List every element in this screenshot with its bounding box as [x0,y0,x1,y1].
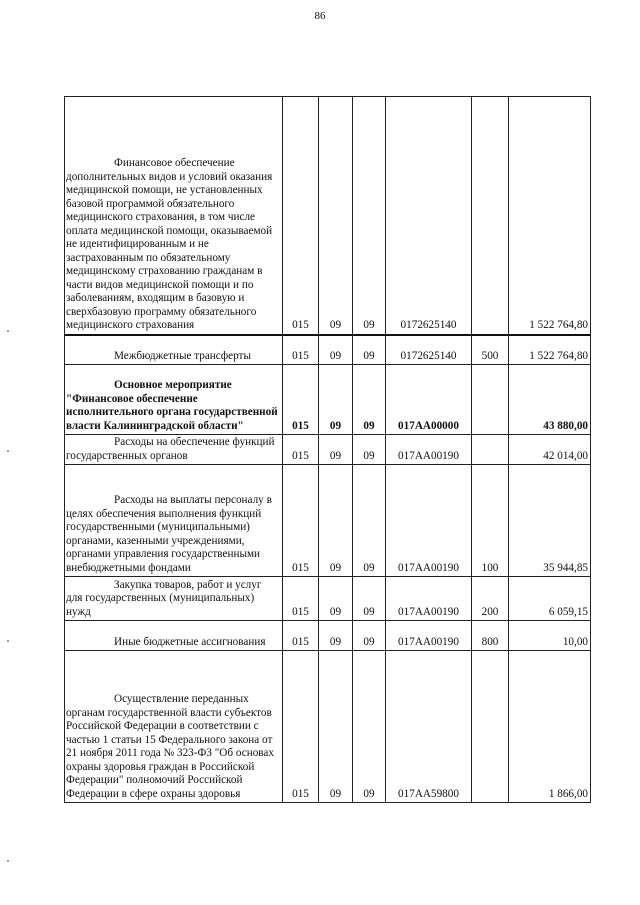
ministry-code-cell: 015 [283,335,319,365]
subsection-code-cell: 09 [353,97,386,335]
expense-type-cell [472,97,509,335]
item-name-cell: Основное мероприятие "Финансовое обеспечение исполнительного органа государственной власти Калининградской области" [65,365,283,435]
item-name-cell: Финансовое обеспечение дополнительных видов и условий оказания медицинской помощи, не установленных базовой программой обязательного медицинского страхования, в том числе оплата медицинской помощи, оказываемой не идентифицированным и не застрахованным по обязательному медицинскому страхованию гражданам в части видов медицинской помощи и по заболеваниям, входящим в базовую и сверхбазовую программу обязательного медицинского страхования [65,97,283,335]
amount-cell: 42 014,00 [509,435,591,465]
item-name-cell: Расходы на выплаты персоналу в целях обеспечения выполнения функций государственными (муниципальными) органами, казенными учреждениями, органами управления государственными внебюджетными фондами [65,465,283,577]
section-code-cell: 09 [319,577,353,621]
item-name-cell: Иные бюджетные ассигнования [65,621,283,651]
item-name-cell: Расходы на обеспечение функций государственных органов [65,435,283,465]
subsection-code-cell: 09 [353,651,386,803]
table-row [65,577,591,621]
ministry-code-cell: 015 [283,651,319,803]
target-article-cell: 017АА00190 [386,577,472,621]
subsection-code-cell: 09 [353,435,386,465]
expense-type-cell: 200 [472,577,509,621]
ministry-code-cell: 015 [283,465,319,577]
target-article-cell: 0172625140 [386,335,472,365]
item-name-cell: Межбюджетные трансферты [65,335,283,365]
ministry-code-cell: 015 [283,435,319,465]
ministry-code-cell: 015 [283,97,319,335]
amount-cell: 1 522 764,80 [509,97,591,335]
scan-speck [7,450,9,452]
table-row [65,365,591,435]
expense-type-cell: 800 [472,621,509,651]
amount-cell: 43 880,00 [509,365,591,435]
item-name-cell: Закупка товаров, работ и услуг для государственных (муниципальных) нужд [65,577,283,621]
ministry-code-cell: 015 [283,577,319,621]
page-number: 86 [314,10,326,22]
section-code-cell: 09 [319,97,353,335]
subsection-code-cell: 09 [353,465,386,577]
table-row [65,335,591,365]
table-row [65,465,591,577]
ministry-code-cell: 015 [283,365,319,435]
expense-type-cell [472,651,509,803]
section-code-cell: 09 [319,621,353,651]
section-code-cell: 09 [319,651,353,803]
expense-type-cell: 100 [472,465,509,577]
target-article-cell: 017АА00190 [386,465,472,577]
item-name-cell: Осуществление переданных органам государственной власти субъектов Российской Федерации в соответствии с частью 1 статьи 15 Федерального закона от 21 ноября 2011 года № 323-ФЗ "Об основах охраны здоровья граждан в Российской Федерации" полномочий Российской Федерации в сфере охраны здоровья [65,651,283,803]
section-code-cell: 09 [319,365,353,435]
amount-cell: 1 866,00 [509,651,591,803]
subsection-code-cell: 09 [353,577,386,621]
subsection-code-cell: 09 [353,621,386,651]
ministry-code-cell: 015 [283,621,319,651]
section-code-cell: 09 [319,465,353,577]
expense-type-cell: 500 [472,335,509,365]
table-row [65,435,591,465]
subsection-code-cell: 09 [353,365,386,435]
expense-type-cell [472,365,509,435]
amount-cell: 10,00 [509,621,591,651]
target-article-cell: 017АА00190 [386,621,472,651]
amount-cell: 6 059,15 [509,577,591,621]
target-article-cell: 017АА00000 [386,365,472,435]
table-row [65,651,591,803]
scan-speck [7,330,9,332]
scan-speck [7,860,9,862]
table-row [65,97,591,335]
section-code-cell: 09 [319,435,353,465]
expense-type-cell [472,435,509,465]
table-row [65,621,591,651]
target-article-cell: 0172625140 [386,97,472,335]
target-article-cell: 017АА00190 [386,435,472,465]
target-article-cell: 017АА59800 [386,651,472,803]
section-code-cell: 09 [319,335,353,365]
scan-speck [7,640,9,642]
amount-cell: 1 522 764,80 [509,335,591,365]
subsection-code-cell: 09 [353,335,386,365]
amount-cell: 35 944,85 [509,465,591,577]
budget-table [64,96,591,803]
